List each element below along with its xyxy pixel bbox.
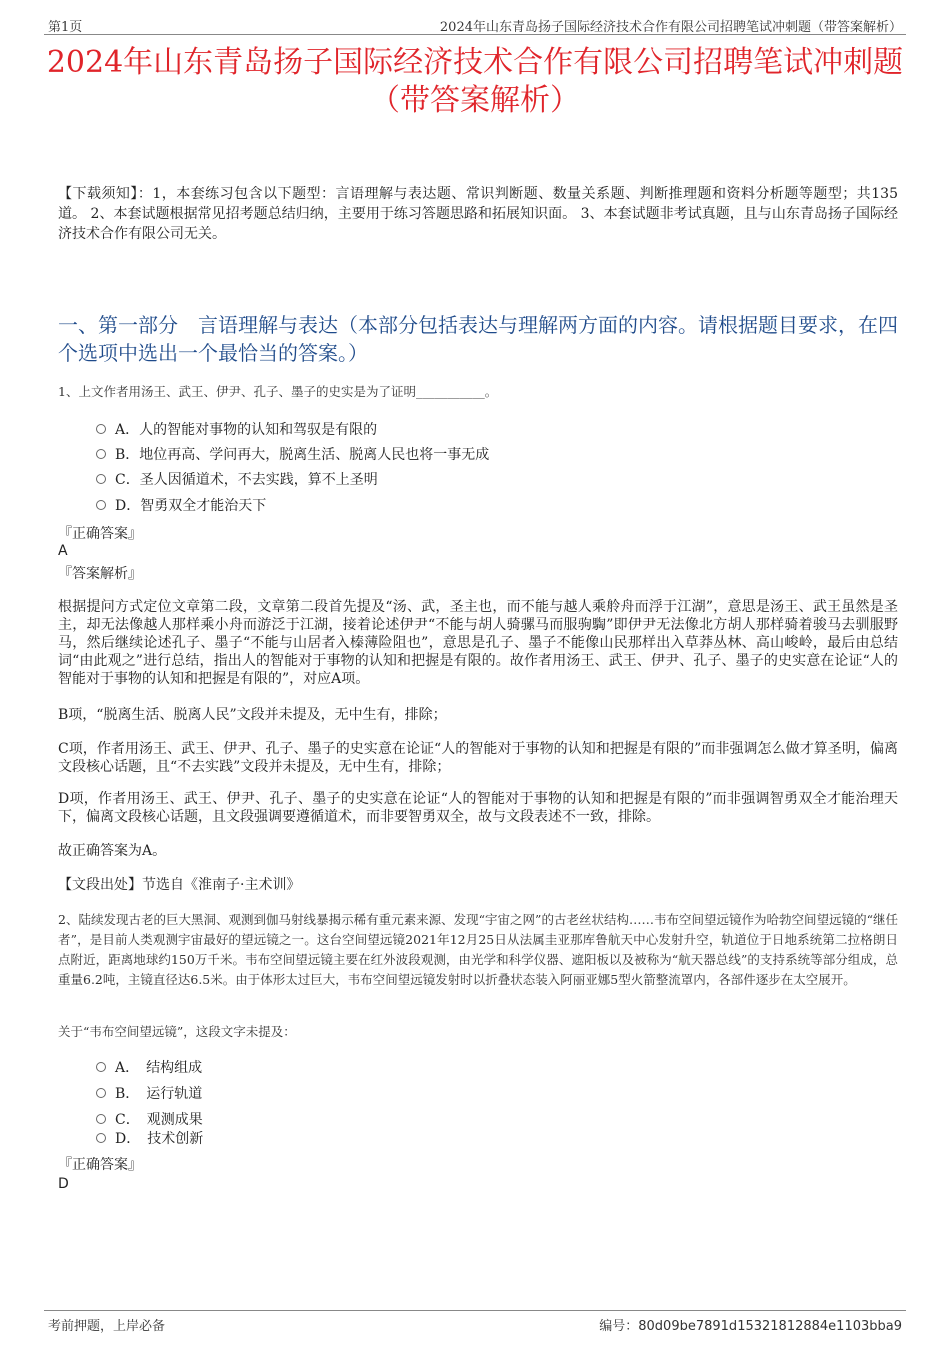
analysis-label: 『答案解析』 (58, 566, 142, 582)
option-c[interactable]: C． 观测成果 (96, 1110, 203, 1130)
analysis-paragraph: 根据提问方式定位文章第二段，文章第二段首先提及“汤、武，圣主也，而不能与越人乘舲舟而浮于江湖”，意思是汤王、武王虽然是圣主，却无法像越人那样乘小舟而游泛于江湖，接着论述伊尹“不能与胡人骑骡马而服驹騊”即伊尹无法像北方胡人那样骑着骏马去驯服野马，然后继续论述孔子、墨子“不能与山居者入榛薄险阻也”，意思是孔子、墨子不能像山民那样出入草莽丛林、高山峻岭，最后由总结词“由此观之”进行总结，指出人的智能对于事物的认知和把握是有限的。故作者用汤王、武王、伊尹、孔子、墨子的史实意在论证“人的智能对于事物的认知和把握是有限的”，对应A项。 (58, 599, 898, 687)
download-notice: 【下载须知】：1，本套练习包含以下题型：言语理解与表达题、常识判断题、数量关系题、判断推理题和资料分析题等题型；共135道。 2、本套试题根据常见招考题总结归纳，主要用于练习答题思路和拓展知识面。 3、本套试题非考试真题，且与山东青岛扬子国际经济技术合作有限公司无关。 (58, 186, 898, 242)
radio-icon[interactable] (96, 424, 106, 434)
analysis-paragraph: B项，“脱离生活、脱离人民”文段并未提及，无中生有，排除； (58, 707, 447, 723)
answer-label: 『正确答案』 (58, 526, 142, 542)
radio-icon[interactable] (96, 1062, 106, 1072)
question-1-stem: 1、上文作者用汤王、武王、伊尹、孔子、墨子的史实是为了证明___________。 (58, 384, 498, 399)
footer-slogan: 考前押题，上岸必备 (48, 1319, 166, 1334)
radio-icon[interactable] (96, 474, 106, 484)
page-header (44, 14, 906, 35)
option-d[interactable]: D．智勇双全才能治天下 (96, 496, 266, 516)
option-a[interactable]: A．人的智能对事物的认知和驾驭是有限的 (96, 420, 377, 440)
header-doc-title: 2024年山东青岛扬子国际经济技术合作有限公司招聘笔试冲刺题（带答案解析） (439, 20, 902, 35)
radio-icon[interactable] (96, 1088, 106, 1098)
question-2-passage: 2、陆续发现古老的巨大黑洞、观测到伽马射线暴揭示稀有重元素来源、发现“宇宙之网”的古老丝状结构……韦布空间望远镜作为哈勃空间望远镜的“继任者”，是目前人类观测宇宙最好的望远镜之一。这台空间望远镜2021年12月25日从法属圭亚那库鲁航天中心发射升空，轨道位于日地系统第二拉格朗日点附近，距离地球约150万千米。韦布空间望远镜主要在红外波段观测，由光学和科学仪器、遮阳板以及被称为“航天器总线”的支持系统等部分组成，总重量6.2吨，主镜直径达6.5米。由于体形太过巨大，韦布空间望远镜发射时以折叠状态装入阿丽亚娜5型火箭整流罩内，各部件逐步在太空展开。 (58, 912, 898, 987)
document-title: 2024年山东青岛扬子国际经济技术合作有限公司招聘笔试冲刺题（带答案解析） (46, 45, 904, 118)
radio-icon[interactable] (96, 1133, 106, 1143)
answer-value: D (58, 1176, 69, 1192)
option-d[interactable]: D． 技术创新 (96, 1129, 203, 1149)
question-2-stem: 关于“韦布空间望远镜”，这段文字未提及： (58, 1024, 296, 1039)
analysis-paragraph: D项，作者用汤王、武王、伊尹、孔子、墨子的史实意在论证“人的智能对于事物的认知和把握是有限的”而非强调智勇双全才能治理天下，偏离文段核心话题，且文段强调要遵循道术，而非要智勇双全，故与文段表述不一致，排除。 (58, 791, 898, 825)
analysis-paragraph: C项，作者用汤王、武王、伊尹、孔子、墨子的史实意在论证“人的智能对于事物的认知和把握是有限的”而非强调怎么做才算圣明，偏离文段核心话题，且“不去实践”文段并未提及，无中生有，排除； (58, 741, 898, 775)
passage-source: 【文段出处】节选自《淮南子·主术训》 (58, 877, 301, 893)
answer-label: 『正确答案』 (58, 1157, 142, 1173)
radio-icon[interactable] (96, 500, 106, 510)
option-a[interactable]: A． 结构组成 (96, 1058, 202, 1078)
option-b[interactable]: B． 运行轨道 (96, 1084, 202, 1104)
page-number: 第1页 (48, 20, 83, 35)
section-heading: 一、第一部分 言语理解与表达（本部分包括表达与理解两方面的内容。请根据题目要求，在四个选项中选出一个最恰当的答案。） (58, 313, 898, 365)
option-b[interactable]: B．地位再高、学问再大，脱离生活、脱离人民也将一事无成 (96, 445, 489, 465)
analysis-conclusion: 故正确答案为A。 (58, 843, 167, 859)
answer-value: A (58, 543, 68, 559)
document-code: 编号：80d09be7891d15321812884e1103bba9 (599, 1319, 902, 1334)
radio-icon[interactable] (96, 449, 106, 459)
radio-icon[interactable] (96, 1114, 106, 1124)
page-footer (44, 1310, 906, 1333)
option-c[interactable]: C．圣人因循道术，不去实践，算不上圣明 (96, 470, 378, 490)
